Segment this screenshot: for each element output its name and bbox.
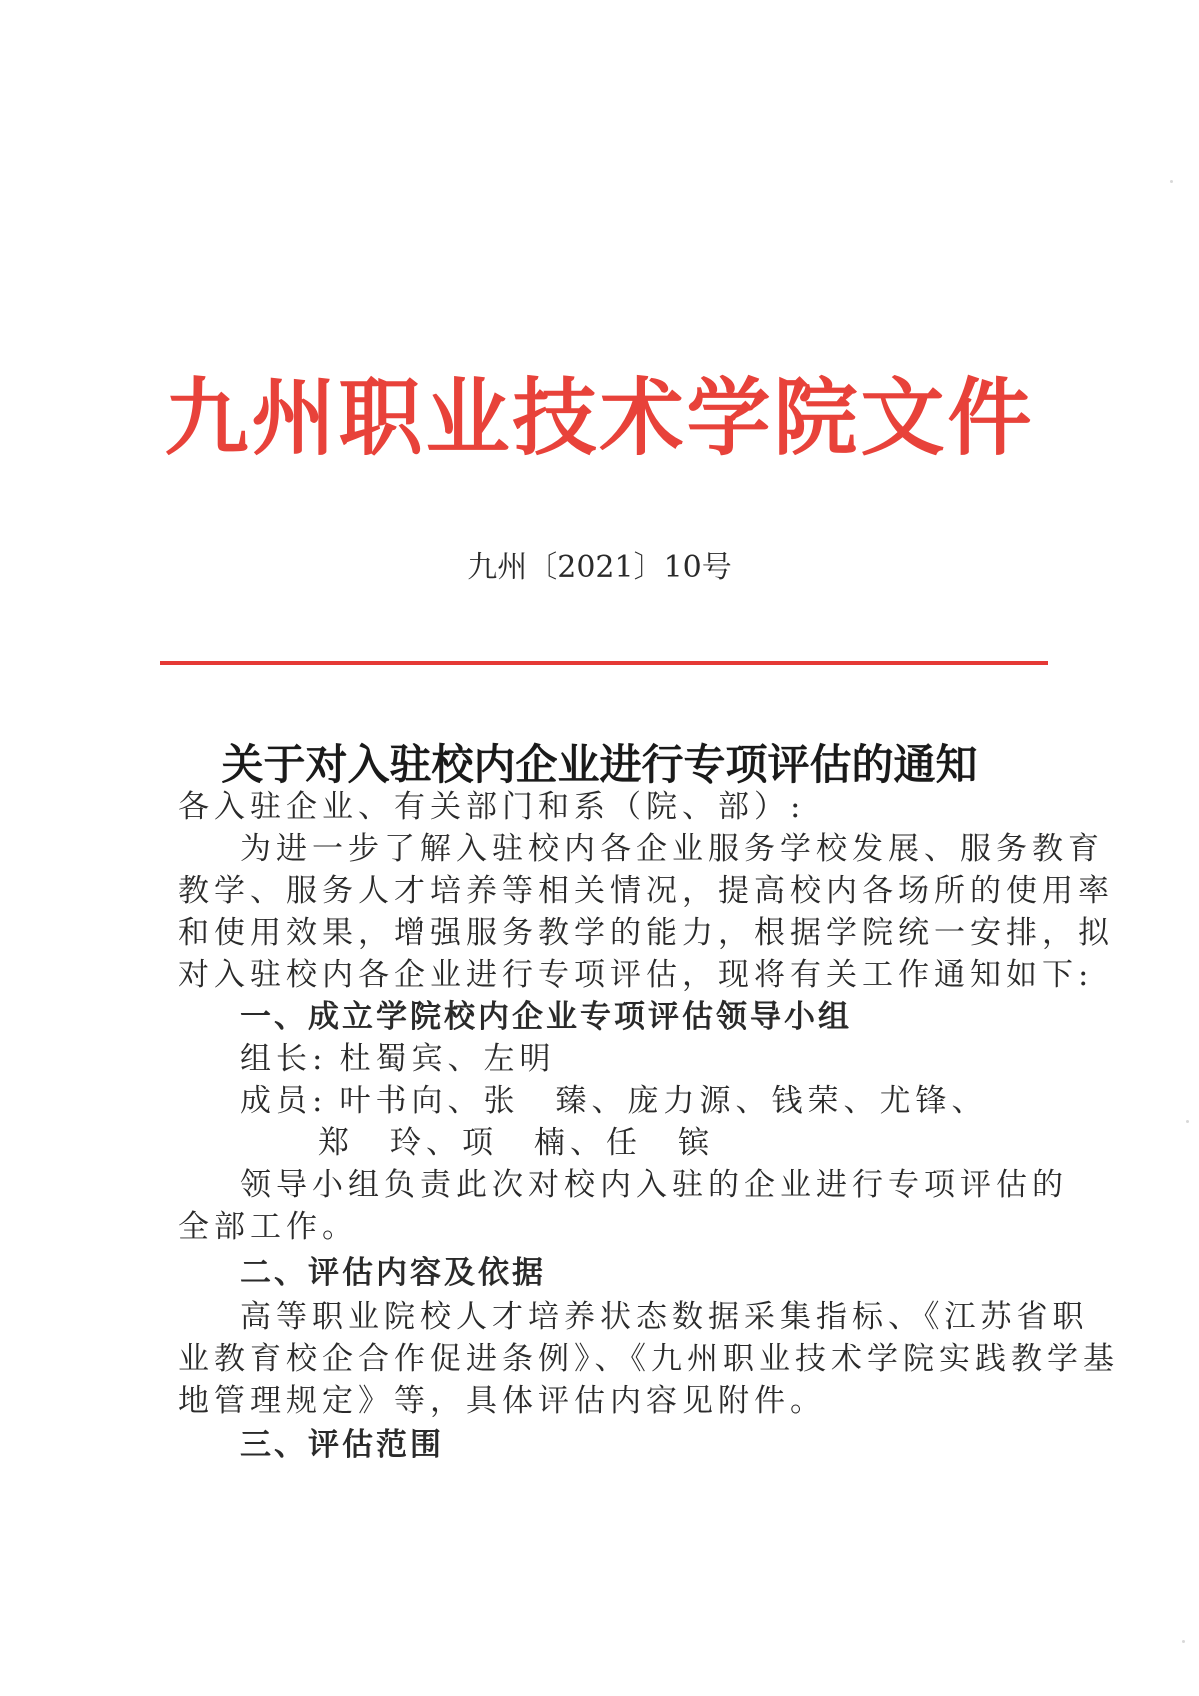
intro-line-2: 教学、服务人才培养等相关情况，提高校内各场所的使用率	[178, 873, 1114, 909]
masthead: 九州职业技术学院文件	[164, 368, 1035, 467]
intro-line-1: 为进一步了解入驻校内各企业服务学校发展、服务教育	[240, 831, 1104, 867]
section-3-heading: 三、评估范围	[240, 1427, 444, 1463]
section-2-line-3: 地管理规定》等，具体评估内容见附件。	[178, 1383, 826, 1419]
member-names-part: 楠、任	[534, 1125, 642, 1161]
section-2-line-2: 业教育校企合作促进条例》、《九州职业技术学院实践教学基	[178, 1341, 1119, 1377]
document-number: 九州〔2021〕10号	[467, 550, 732, 585]
red-divider-rule	[160, 661, 1048, 665]
section-2-line-1: 高等职业院校人才培养状态数据采集指标、《江苏省职	[240, 1299, 1089, 1335]
section-2-heading: 二、评估内容及依据	[240, 1255, 546, 1291]
scan-speck	[1170, 180, 1173, 183]
leaders-names: 杜蜀宾、左明	[339, 1041, 556, 1077]
members-line-2	[318, 1122, 714, 1164]
duty-line-2: 全部工作。	[178, 1209, 358, 1245]
duty-line-1: 领导小组负责此次对校内入驻的企业进行专项评估的	[240, 1167, 1068, 1203]
leaders-label: 组长:	[240, 1041, 328, 1077]
intro-line-3: 和使用效果，增强服务教学的能力，根据学院统一安排，拟	[178, 915, 1114, 951]
members-line-1	[240, 1080, 987, 1122]
member-names-part: 臻、庞力源、钱荣、尤锋、	[555, 1083, 988, 1119]
member-names-part: 叶书向、	[339, 1083, 484, 1119]
addressee: 各入驻企业、有关部门和系（院、部）:	[178, 789, 806, 825]
section-1-heading: 一、成立学院校内企业专项评估领导小组	[240, 999, 852, 1035]
member-names-part: 玲、项	[390, 1125, 498, 1161]
member-names-part: 张	[483, 1083, 520, 1119]
document-title: 关于对入驻校内企业进行专项评估的通知	[221, 740, 978, 789]
scan-speck	[1182, 1640, 1185, 1643]
members-label: 成员:	[240, 1083, 328, 1119]
leaders-line	[240, 1038, 555, 1080]
scan-speck	[1186, 1120, 1189, 1123]
member-names-part: 镔	[678, 1125, 714, 1161]
intro-line-4: 对入驻校内各企业进行专项评估，现将有关工作通知如下:	[178, 957, 1094, 993]
member-names-part: 郑	[318, 1125, 354, 1161]
